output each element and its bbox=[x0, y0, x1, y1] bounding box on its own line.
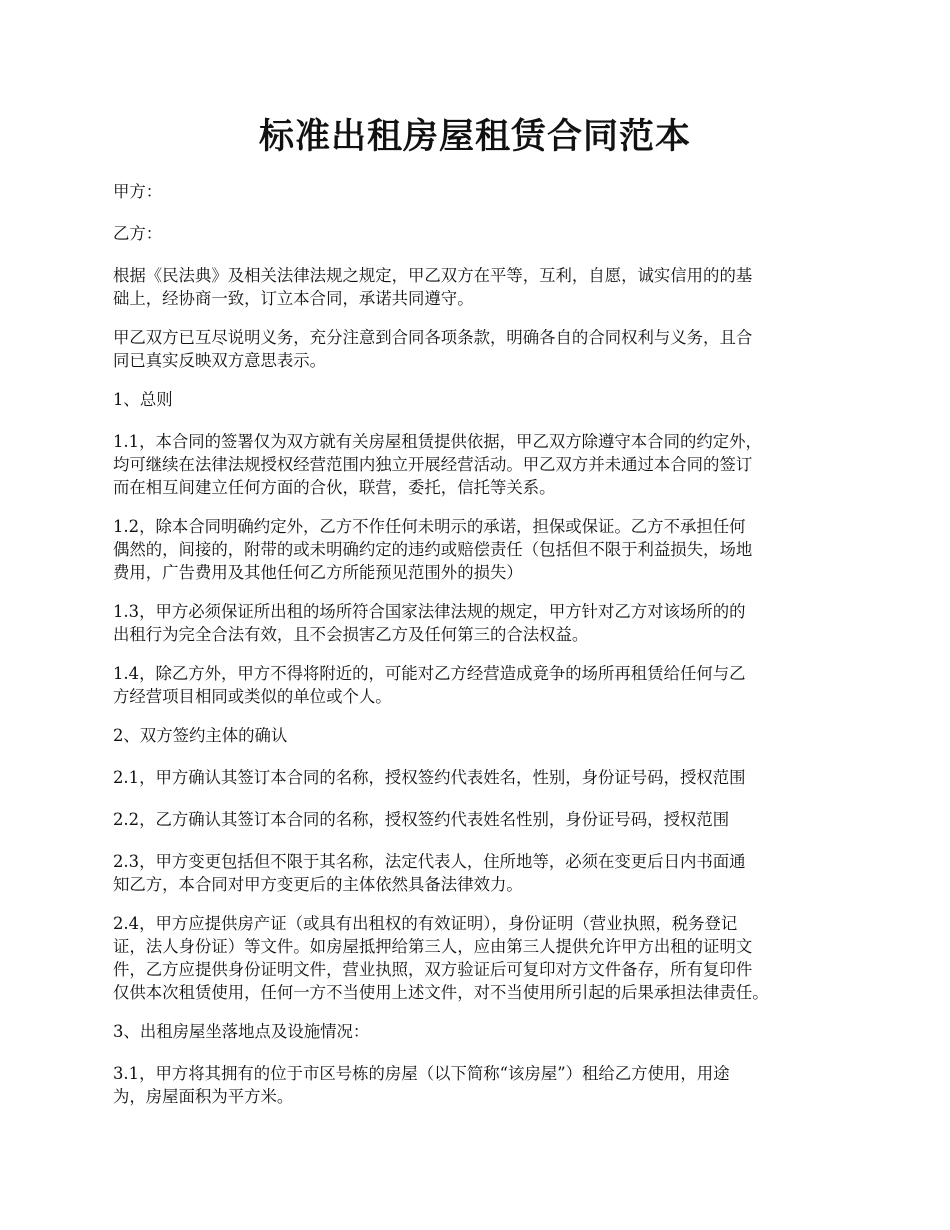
text-line: 证，法人身份证）等文件。如房屋抵押给第三人，应由第三人提供允许甲方出租的证明文 bbox=[113, 937, 753, 956]
clause-paragraph bbox=[113, 850, 848, 896]
text-line: 仅供本次租赁使用，任何一方不当使用上述文件，对不当使用所引起的后果承担法律责任。 bbox=[113, 983, 769, 1002]
party-a-line bbox=[113, 180, 848, 203]
text-line: 1.2，除本合同明确约定外，乙方不作任何未明示的承诺，担保或保证。乙方不承担任何 bbox=[113, 517, 746, 536]
text-line: 件，乙方应提供身份证明文件，营业执照，双方验证后可复印对方文件备存，所有复印件 bbox=[113, 960, 753, 979]
clause-paragraph bbox=[113, 766, 848, 789]
text-line: 方经营项目相同或类似的单位或个人。 bbox=[113, 687, 392, 706]
text-line: 为，房屋面积为平方米。 bbox=[113, 1087, 294, 1106]
text-line: 同已真实反映双方意思表示。 bbox=[113, 351, 327, 370]
clause-paragraph bbox=[113, 430, 848, 499]
text-line: 2.1，甲方确认其签订本合同的名称，授权签约代表姓名，性别，身份证号码，授权范围 bbox=[113, 768, 746, 787]
text-line: 乙方： bbox=[113, 224, 163, 243]
text-line: 2、双方签约主体的确认 bbox=[113, 726, 288, 745]
section-heading bbox=[113, 1020, 848, 1043]
text-line: 均可继续在法律法规授权经营范围内独立开展经营活动。甲乙双方并未通过本合同的签订 bbox=[113, 455, 753, 474]
text-line: 2.4，甲方应提供房产证（或具有出租权的有效证明），身份证明（营业执照，税务登记 bbox=[113, 914, 738, 933]
clause-paragraph bbox=[113, 1062, 848, 1108]
text-line: 2.3，甲方变更包括但不限于其名称，法定代表人，住所地等，必须在变更后日内书面通 bbox=[113, 852, 746, 871]
text-line: 1.3，甲方必须保证所出租的场所符合国家法律法规的规定，甲方针对乙方对该场所的的 bbox=[113, 602, 746, 621]
text-line: 根据《民法典》及相关法律法规之规定，甲乙双方在平等，互利，自愿，诚实信用的的基 bbox=[113, 266, 753, 285]
text-line: 1.1，本合同的签署仅为双方就有关房屋租赁提供依据，甲乙双方除遵守本合同的约定外， bbox=[113, 432, 762, 451]
section-heading bbox=[113, 388, 848, 411]
text-line: 甲方： bbox=[113, 182, 163, 201]
disclosure-paragraph bbox=[113, 326, 848, 372]
text-line: 偶然的，间接的，附带的或未明确约定的违约或赔偿责任（包括但不限于利益损失，场地 bbox=[113, 540, 753, 559]
text-line: 出租行为完全合法有效，且不会损害乙方及任何第三的合法权益。 bbox=[113, 625, 589, 644]
text-line: 甲乙双方已互尽说明义务，充分注意到合同各项条款，明确各自的合同权利与义务，且合 bbox=[113, 328, 753, 347]
clause-paragraph bbox=[113, 515, 848, 584]
clause-paragraph bbox=[113, 912, 848, 1004]
text-line: 3、出租房屋坐落地点及设施情况： bbox=[113, 1022, 370, 1041]
text-line: 2.2，乙方确认其签订本合同的名称，授权签约代表姓名性别，身份证号码，授权范围 bbox=[113, 810, 730, 829]
text-line: 知乙方，本合同对甲方变更后的主体依然具备法律效力。 bbox=[113, 875, 523, 894]
document-body bbox=[113, 180, 848, 1124]
text-line: 础上，经协商一致，订立本合同，承诺共同遵守。 bbox=[113, 289, 474, 308]
document-title: 标准出租房屋租赁合同范本 bbox=[258, 116, 691, 157]
clause-paragraph bbox=[113, 600, 848, 646]
clause-paragraph bbox=[113, 662, 848, 708]
text-line: 1、总则 bbox=[113, 390, 173, 409]
preamble-paragraph bbox=[113, 264, 848, 310]
party-b-line bbox=[113, 222, 848, 245]
section-heading bbox=[113, 724, 848, 747]
text-line: 3.1，甲方将其拥有的位于市区号栋的房屋（以下简称“该房屋”）租给乙方使用，用途 bbox=[113, 1064, 730, 1083]
clause-paragraph bbox=[113, 808, 848, 831]
text-line: 而在相互间建立任何方面的合伙，联营，委托，信托等关系。 bbox=[113, 478, 556, 497]
text-line: 1.4，除乙方外，甲方不得将附近的，可能对乙方经营造成竟争的场所再租赁给任何与乙 bbox=[113, 664, 746, 683]
text-line: 费用，广告费用及其他任何乙方所能预见范围外的损失） bbox=[113, 563, 523, 582]
